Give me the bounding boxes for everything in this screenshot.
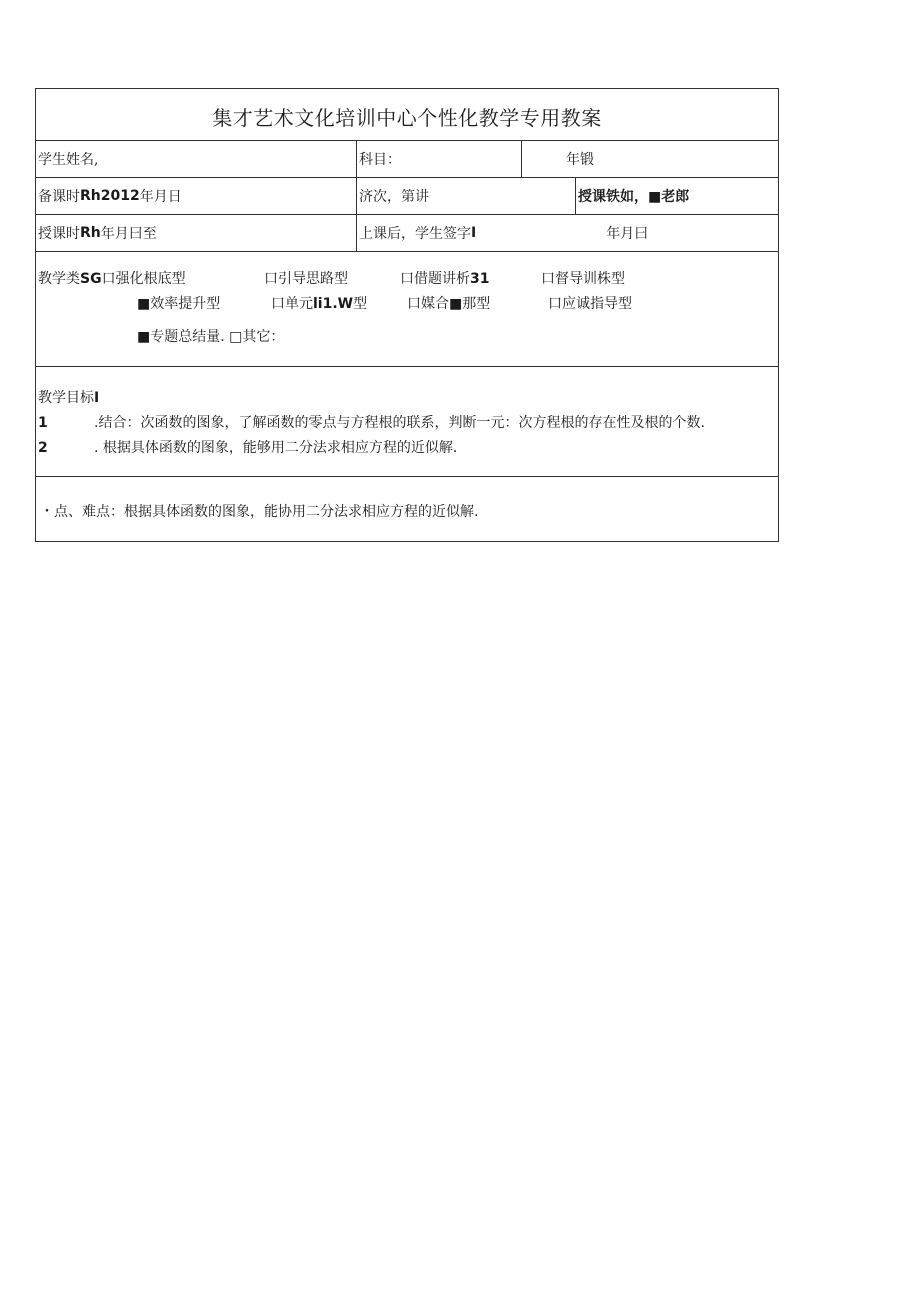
session-cell — [357, 178, 576, 214]
student-name-label: 学生姓名, — [38, 152, 99, 168]
option-efficiency-wrap — [137, 293, 220, 313]
teaching-type-label: 教学类 — [38, 271, 80, 287]
option-integrated-wrap — [407, 293, 490, 313]
key-points-text: ・点、难点：根据具体函数的图象，能协用二分法求相应方程的近似解. — [40, 504, 479, 520]
goal-number: 1 — [38, 415, 48, 431]
option-problem-analysis[interactable]: 口借题讲析 — [400, 271, 470, 287]
teach-time-label: 授课时 — [38, 226, 80, 242]
option-unit-bold: li1.W — [313, 296, 354, 312]
title-row — [36, 89, 778, 141]
grade-cell — [522, 141, 778, 177]
option-integrated[interactable]: 口媒合■那型 — [407, 296, 491, 312]
goal-item — [38, 412, 705, 432]
option-efficiency-boost[interactable]: ■效率提升型 — [137, 296, 221, 312]
teaching-goals-row — [36, 367, 778, 477]
option-topic-summary-wrap — [137, 326, 284, 346]
session-label: 济次，第讲 — [359, 189, 429, 205]
student-name-cell — [36, 141, 357, 177]
option-topic-summary[interactable]: ■专题总结量. □其它： — [137, 329, 285, 345]
grade-label: 年锻 — [566, 152, 594, 168]
student-sign-label: 上课后，学生签字 — [359, 226, 471, 242]
prep-time-label: 备课时 — [38, 189, 80, 205]
teaching-type-row — [36, 252, 778, 367]
subject-label: 科目： — [359, 152, 401, 168]
option-problem-analysis-wrap — [400, 268, 489, 288]
goals-label: 教学目标 — [38, 390, 94, 406]
goal-item — [38, 437, 457, 457]
prep-time-date: 年月日 — [139, 189, 182, 205]
teach-time-cell — [36, 215, 357, 251]
teach-time-bold: Rh — [80, 225, 101, 241]
option-unit-wrap — [271, 293, 367, 313]
option-supervised-training[interactable]: 口督导训株型 — [541, 271, 625, 287]
option-exam-guidance[interactable]: 口应诚指导型 — [548, 296, 632, 312]
student-sign-cell — [357, 215, 778, 251]
teaching-type-line-1 — [38, 268, 186, 288]
option-strengthen-basics[interactable]: 口强化根底型 — [101, 271, 186, 287]
student-info-row — [36, 141, 778, 178]
option-unit-suffix: 型 — [353, 296, 368, 312]
prep-info-row — [36, 178, 778, 215]
option-exam-guidance-wrap — [548, 293, 632, 313]
key-points-row — [36, 477, 778, 541]
goals-label-bold: I — [94, 390, 100, 406]
goal-text: . 根据具体函数的图象，能够用二分法求相应方程的近似解. — [94, 440, 458, 456]
page-title: 集才艺术文化培训中心个性化教学专用教案 — [212, 106, 602, 130]
option-supervised-training-wrap — [541, 268, 625, 288]
student-sign-bold: I — [471, 225, 477, 241]
option-guide-thinking[interactable]: 口引导思路型 — [264, 271, 348, 287]
teaching-type-label-bold: SG — [80, 271, 102, 287]
goal-number: 2 — [38, 440, 48, 456]
prep-time-year: Rh2012 — [80, 188, 140, 204]
teach-info-row — [36, 215, 778, 252]
teach-time-date: 年月曰至 — [100, 226, 157, 242]
teacher-cell — [576, 178, 778, 214]
teacher-label: 授课铁如，■老郎 — [578, 189, 690, 205]
student-sign-date: 年月曰 — [606, 226, 649, 242]
option-unit[interactable]: 口单元 — [271, 296, 313, 312]
prep-time-cell — [36, 178, 357, 214]
goal-text: .结合：次函数的图象，了解函数的零点与方程根的联系，判断一元：次方程根的存在性及根的个数. — [94, 415, 705, 431]
goals-heading — [38, 387, 99, 407]
subject-cell — [357, 141, 522, 177]
option-guide-thinking-wrap — [264, 268, 348, 288]
option-problem-analysis-suffix: 31 — [470, 271, 490, 287]
lesson-plan-table — [35, 88, 779, 542]
